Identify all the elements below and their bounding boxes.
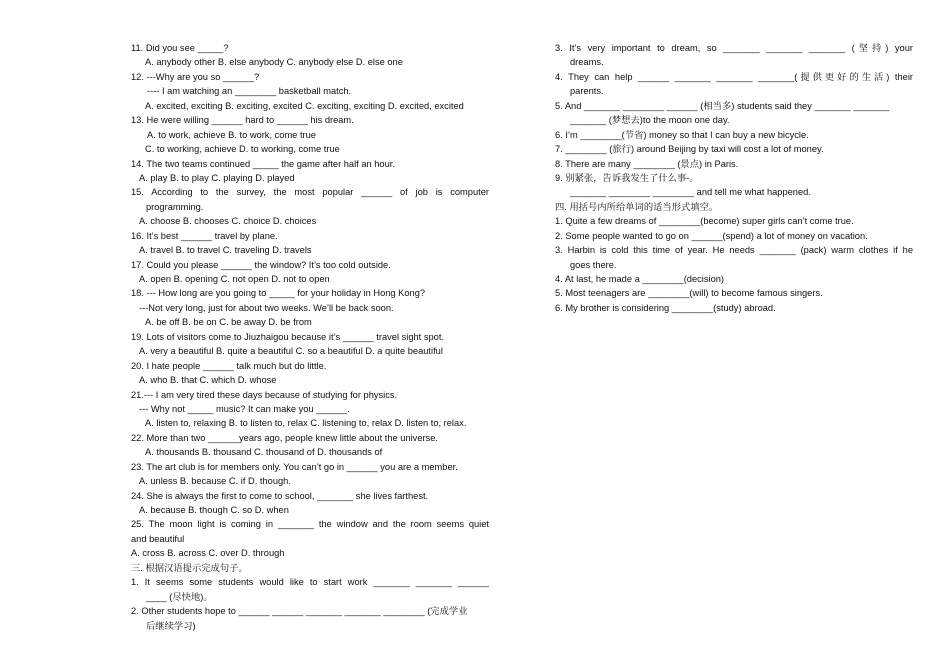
left-line-34: and beautiful: [131, 533, 185, 544]
right-line-12: 1. Quite a few dreams of ________(become) super girls can’t come true.: [555, 216, 854, 227]
left-line-10: 15. According to the survey, the most popular ______ of job is computer: [131, 187, 489, 198]
left-line-4: A. excited, exciting B. exciting, excited C. exciting, exciting D. excited, excited: [145, 100, 464, 111]
left-line-25: --- Why not _____ music? It can make you ______.: [139, 403, 350, 414]
left-line-24: 21.--- I am very tired these days because of studying for physics.: [131, 389, 398, 400]
left-line-6: A. to work, achieve B. to work, come true: [147, 129, 316, 140]
right-line-5: _______ (梦想去)to the moon one day.: [570, 115, 730, 126]
left-line-33: 25. The moon light is coming in _______ the window and the room seems quiet: [131, 519, 489, 530]
left-line-11: programming.: [146, 201, 204, 212]
right-line-9: 9. 别紧张，告诉我发生了什么事-。: [555, 172, 699, 183]
left-column: [131, 41, 489, 633]
left-line-35: A. cross B. across C. over D. through: [131, 548, 285, 559]
right-line-13: 2. Some people wanted to go on ______(spend) a lot of money on vacation.: [555, 230, 868, 241]
left-line-9: A. play B. to play C. playing D. played: [139, 172, 295, 183]
left-line-14: A. travel B. to travel C. traveling D. travels: [139, 245, 312, 256]
left-line-27: 22. More than two ______years ago, people knew little about the universe.: [131, 432, 438, 443]
left-line-8: 14. The two teams continued _____ the game after half an hour.: [131, 158, 395, 169]
left-line-0: 11. Did you see _____?: [131, 43, 229, 53]
left-line-37: 1. It seems some students would like to start work _______ _______ ______: [131, 577, 489, 588]
left-line-23: A. who B. that C. which D. whose: [139, 375, 277, 386]
left-line-29: 23. The art club is for members only. You can’t go in ______ you are a member.: [131, 461, 458, 472]
right-line-0: 3. It’s very important to dream, so _______ _______ _______ (坚持) your: [555, 43, 913, 53]
right-column: [555, 41, 913, 315]
right-line-10: _______ ________ ________ and tell me what happened.: [570, 187, 811, 198]
right-line-1: dreams.: [570, 57, 604, 68]
right-line-6: 6. I’m ________(节省) money so that I can buy a new bicycle.: [555, 129, 809, 140]
left-line-18: ---Not very long, just for about two weeks. We’ll be back soon.: [139, 302, 394, 313]
left-line-28: A. thousands B. thousand C. thousand of D. thousands of: [145, 447, 383, 458]
right-line-15: goes there.: [570, 259, 617, 270]
right-line-4: 5. And _______ ________ ______ (相当多) students said they _______ _______: [555, 100, 890, 111]
left-line-12: A. choose B. chooses C. choice D. choices: [139, 216, 317, 227]
left-line-40: 后继续学习): [146, 620, 196, 631]
left-line-36: 三. 根据汉语提示完成句子。: [131, 562, 248, 573]
right-line-18: 6. My brother is considering ________(study) abroad.: [555, 302, 776, 313]
left-line-17: 18. --- How long are you going to _____ for your holiday in Hong Kong?: [131, 288, 426, 299]
right-line-8: 8. There are many ________ (景点) in Paris.: [555, 158, 739, 169]
left-line-39: 2. Other students hope to ______ ______ _______ _______ ________ (完成学业: [131, 606, 468, 617]
right-line-16: 4. At last, he made a ________(decision): [555, 274, 725, 284]
right-line-3: parents.: [570, 86, 604, 97]
left-line-22: 20. I hate people ______ talk much but do little.: [131, 360, 327, 371]
left-line-31: 24. She is always the first to come to school, _______ she lives farthest.: [131, 490, 429, 501]
left-line-20: 19. Lots of visitors come to Jiuzhaigou because it’s ______ travel sight spot.: [131, 331, 445, 342]
left-line-13: 16. It’s best ______ travel by plane.: [131, 230, 278, 241]
left-line-2: 12. ---Why are you so ______?: [131, 71, 260, 82]
left-line-5: 13. He were willing ______ hard to ______ his dream.: [131, 115, 354, 126]
left-line-38: ____ (尽快地)。: [146, 591, 213, 602]
left-line-1: A. anybody other B. else anybody C. anybody else D. else one: [145, 57, 403, 68]
right-line-17: 5. Most teenagers are ________(will) to become famous singers.: [555, 288, 823, 299]
right-line-2: 4. They can help ______ _______ _______ _______(提供更好的生活) their: [555, 71, 913, 82]
left-line-32: A. because B. though C. so D. when: [139, 505, 289, 515]
left-line-7: C. to working, achieve D. to working, come true: [145, 144, 340, 155]
left-line-30: A. unless B. because C. if D. though.: [139, 476, 291, 487]
left-line-15: 17. Could you please ______ the window? It’s too cold outside.: [131, 259, 391, 270]
right-line-14: 3. Harbin is cold this time of year. He needs _______ (pack) warm clothes if he: [555, 245, 913, 256]
left-line-19: A. be off B. be on C. be away D. be from: [145, 317, 312, 328]
left-line-16: A. open B. opening C. not open D. not to open: [139, 274, 330, 284]
left-line-3: ---- I am watching an ________ basketball match.: [147, 86, 352, 97]
right-line-7: 7. ________ (旅行) around Beijing by taxi will cost a lot of money.: [555, 144, 824, 155]
left-line-26: A. listen to, relaxing B. to listen to, relax C. listening to, relax D. listen to, relax.: [145, 418, 467, 429]
left-line-21: A. very a beautiful B. quite a beautiful C. so a beautiful D. a quite beautiful: [139, 346, 443, 357]
right-line-11: 四. 用括号内所给单词的适当形式填空。: [555, 201, 719, 212]
